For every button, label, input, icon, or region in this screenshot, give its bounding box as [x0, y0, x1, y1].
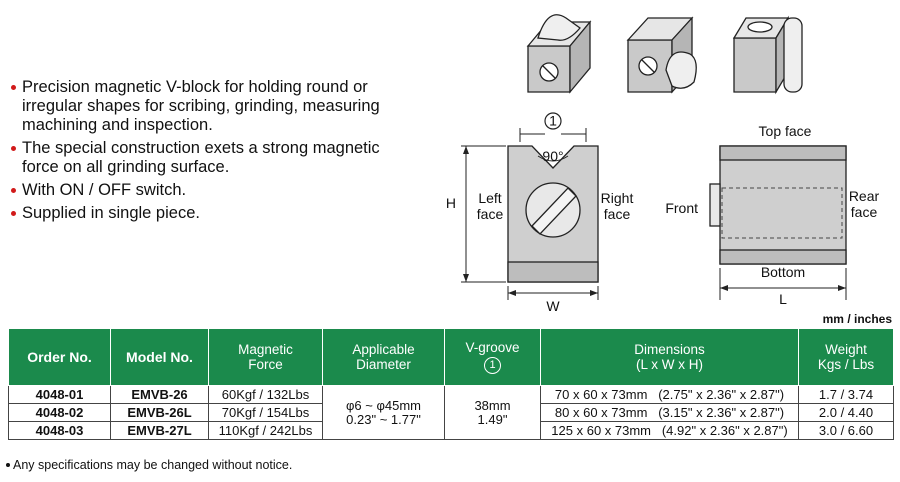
- bottom-label: Bottom: [760, 264, 806, 280]
- feature-item: With ON / OFF switch.: [8, 181, 428, 200]
- v-groove-cell: 38mm 1.49": [445, 386, 541, 440]
- table-row: [9, 386, 894, 404]
- feature-item: Precision magnetic V-block for holding round or irregular shapes for scribing, grinding, measuring machining and inspection.: [8, 78, 428, 135]
- feature-item: Supplied in single piece.: [8, 204, 428, 223]
- applicable-diameter-cell: φ6 ~ φ45mm 0.23" ~ 1.77": [323, 386, 445, 440]
- front-label: Front: [665, 200, 698, 216]
- note-dot-icon: [6, 463, 10, 467]
- vblock-side-view: [665, 123, 879, 307]
- left-face-label-2: face: [476, 206, 504, 222]
- dimensions-cell: 125 x 60 x 73mm (4.92" x 2.36" x 2.87"): [541, 422, 799, 440]
- header-weight: Weight Kgs / Lbs: [799, 329, 894, 386]
- disclaimer-note: [6, 458, 292, 472]
- magnetic-force-cell: 70Kgf / 154Lbs: [209, 404, 323, 422]
- groove-circle-label: 1: [549, 112, 557, 129]
- header-applicable-diameter: Applicable Diameter: [323, 329, 445, 386]
- groove-circle-icon: 1: [484, 357, 501, 374]
- order-no-cell: 4048-03: [9, 422, 111, 440]
- left-face-label-1: Left: [478, 190, 502, 206]
- header-magnetic-force: Magnetic Force: [209, 329, 323, 386]
- header-v-groove: [445, 329, 541, 386]
- header-dimensions: Dimensions (L x W x H): [541, 329, 799, 386]
- rear-face-label-2: face: [850, 204, 878, 220]
- vblock-front-view: [446, 113, 634, 315]
- dimensions-cell: 80 x 60 x 73mm (3.15" x 2.36" x 2.87"): [541, 404, 799, 422]
- width-label: W: [546, 298, 560, 314]
- spec-table: [8, 328, 894, 440]
- top-face-label: Top face: [758, 123, 812, 139]
- weight-cell: 3.0 / 6.60: [799, 422, 894, 440]
- feature-item: The special construction exets a strong magnetic force on all grinding surface.: [8, 139, 428, 177]
- vblock-isometric-view-1: [528, 15, 590, 92]
- header-model-no: Model No.: [111, 329, 209, 386]
- vblock-isometric-view-3: [734, 18, 802, 92]
- right-face-label-1: Right: [600, 190, 634, 206]
- model-no-cell: EMVB-27L: [111, 422, 209, 440]
- length-label: L: [779, 291, 787, 307]
- weight-cell: 2.0 / 4.40: [799, 404, 894, 422]
- magnetic-force-cell: 60Kgf / 132Lbs: [209, 386, 323, 404]
- order-no-cell: 4048-01: [9, 386, 111, 404]
- height-label: H: [445, 195, 456, 211]
- angle-label: 90°: [542, 148, 564, 164]
- rear-face-label-1: Rear: [848, 188, 880, 204]
- units-label: mm / inches: [822, 312, 892, 326]
- order-no-cell: 4048-02: [9, 404, 111, 422]
- table-header-row: [9, 329, 894, 386]
- model-no-cell: EMVB-26L: [111, 404, 209, 422]
- header-order-no: Order No.: [9, 329, 111, 386]
- weight-cell: 1.7 / 3.74: [799, 386, 894, 404]
- vblock-isometric-view-2: [628, 18, 696, 92]
- magnetic-force-cell: 110Kgf / 242Lbs: [209, 422, 323, 440]
- header-v-groove-label: V-groove: [465, 340, 520, 355]
- right-face-label-2: face: [603, 206, 631, 222]
- model-no-cell: EMVB-26: [111, 386, 209, 404]
- disclaimer-text: Any specifications may be changed without notice.: [13, 458, 293, 472]
- dimensions-cell: 70 x 60 x 73mm (2.75" x 2.36" x 2.87"): [541, 386, 799, 404]
